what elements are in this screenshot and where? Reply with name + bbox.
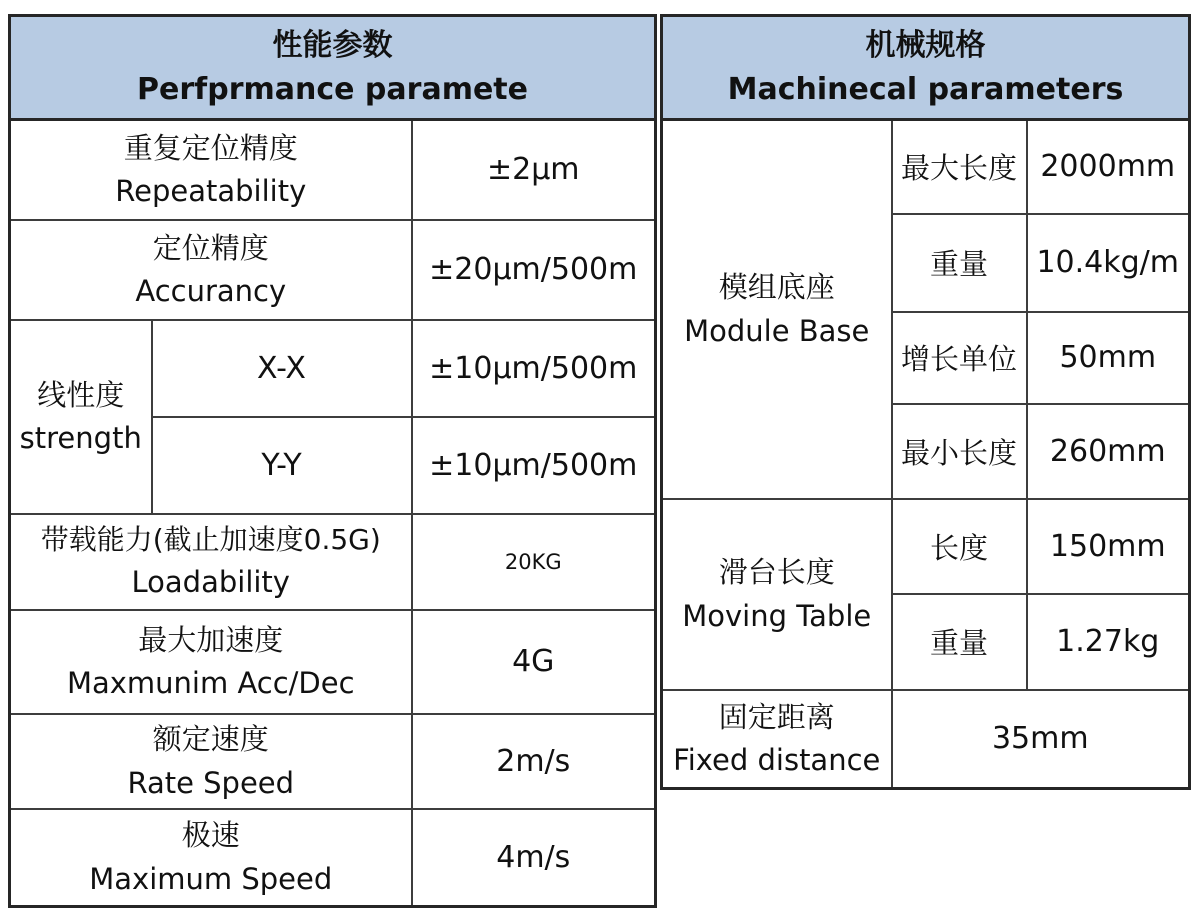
accuracy-label-en: Accurancy	[135, 274, 287, 309]
linearity-yy-value: ±10μm/500m	[412, 417, 656, 514]
loadability-label-en: Loadability	[131, 565, 290, 600]
moving-table-weight-attr: 重量	[892, 594, 1027, 690]
moving-table-label-zh: 滑台长度	[718, 555, 835, 590]
linearity-label-en: strength	[19, 421, 142, 456]
linearity-yy-axis: Y-Y	[152, 417, 412, 514]
module-base-min-length-value: 260mm	[1027, 404, 1190, 499]
linearity-label-zh: 线性度	[37, 377, 125, 412]
accuracy-label-zh: 定位精度	[152, 230, 269, 265]
performance-table	[8, 14, 657, 908]
repeatability-label-en: Repeatability	[115, 174, 307, 209]
row-accuracy	[10, 220, 656, 320]
module-base-label-cell	[662, 120, 892, 499]
module-base-increment-attr: 增长单位	[892, 312, 1027, 404]
row-max-acc	[10, 610, 656, 714]
row-linearity-xx	[10, 320, 656, 417]
performance-header-row	[10, 16, 656, 120]
linearity-label-cell	[10, 320, 152, 514]
row-rate-speed	[10, 714, 656, 809]
accuracy-label-cell	[10, 220, 412, 320]
row-loadability	[10, 514, 656, 610]
mechanical-header-row	[662, 16, 1190, 120]
row-repeatability	[10, 120, 656, 220]
rate-speed-label-cell	[10, 714, 412, 809]
row-fixed-distance	[662, 690, 1190, 789]
mechanical-title-en: Machinecal parameters	[727, 72, 1124, 108]
max-acc-label-cell	[10, 610, 412, 714]
performance-title-en: Perfprmance paramete	[137, 72, 528, 108]
max-speed-label-zh: 极速	[181, 818, 240, 853]
max-speed-label-en: Maximum Speed	[89, 861, 333, 896]
module-base-label-zh: 模组底座	[718, 270, 835, 305]
mechanical-table-header	[662, 16, 1190, 120]
rate-speed-label-zh: 额定速度	[152, 722, 269, 757]
max-speed-value: 4m/s	[412, 809, 656, 907]
moving-table-label-cell	[662, 499, 892, 690]
module-base-max-length-value: 2000mm	[1027, 120, 1190, 214]
module-base-max-length-attr: 最大长度	[892, 120, 1027, 214]
module-base-min-length-attr: 最小长度	[892, 404, 1027, 499]
module-base-weight-value: 10.4kg/m	[1027, 214, 1190, 312]
moving-table-length-attr: 长度	[892, 499, 1027, 594]
moving-table-length-value: 150mm	[1027, 499, 1190, 594]
repeatability-value: ±2μm	[412, 120, 656, 220]
mechanical-title-zh: 机械规格	[865, 28, 986, 64]
max-acc-label-zh: 最大加速度	[138, 622, 284, 657]
max-acc-label-en: Maxmunim Acc/Dec	[66, 666, 355, 701]
moving-table-weight-value: 1.27kg	[1027, 594, 1190, 690]
loadability-value: 20KG	[412, 514, 656, 610]
moving-table-label-en: Moving Table	[682, 598, 872, 633]
accuracy-value: ±20μm/500m	[412, 220, 656, 320]
rate-speed-value: 2m/s	[412, 714, 656, 809]
module-base-weight-attr: 重量	[892, 214, 1027, 312]
row-max-speed	[10, 809, 656, 907]
repeatability-label-cell	[10, 120, 412, 220]
performance-title-zh: 性能参数	[272, 28, 393, 64]
loadability-label-cell	[10, 514, 412, 610]
row-moving-table-length	[662, 499, 1190, 594]
module-base-label-en: Module Base	[684, 313, 870, 348]
performance-table-header	[10, 16, 656, 120]
fixed-distance-label-zh: 固定距离	[718, 699, 835, 734]
max-acc-value: 4G	[412, 610, 656, 714]
max-speed-label-cell	[10, 809, 412, 907]
module-base-increment-value: 50mm	[1027, 312, 1190, 404]
linearity-xx-axis: X-X	[152, 320, 412, 417]
linearity-xx-value: ±10μm/500m	[412, 320, 656, 417]
repeatability-label-zh: 重复定位精度	[123, 130, 298, 165]
row-module-base-max-length	[662, 120, 1190, 214]
mechanical-table	[660, 14, 1191, 790]
fixed-distance-value: 35mm	[892, 690, 1190, 789]
fixed-distance-label-cell	[662, 690, 892, 789]
loadability-label-zh: 带载能力(截止加速度0.5G)	[40, 523, 381, 557]
rate-speed-label-en: Rate Speed	[127, 765, 295, 800]
fixed-distance-label-en: Fixed distance	[673, 743, 881, 778]
